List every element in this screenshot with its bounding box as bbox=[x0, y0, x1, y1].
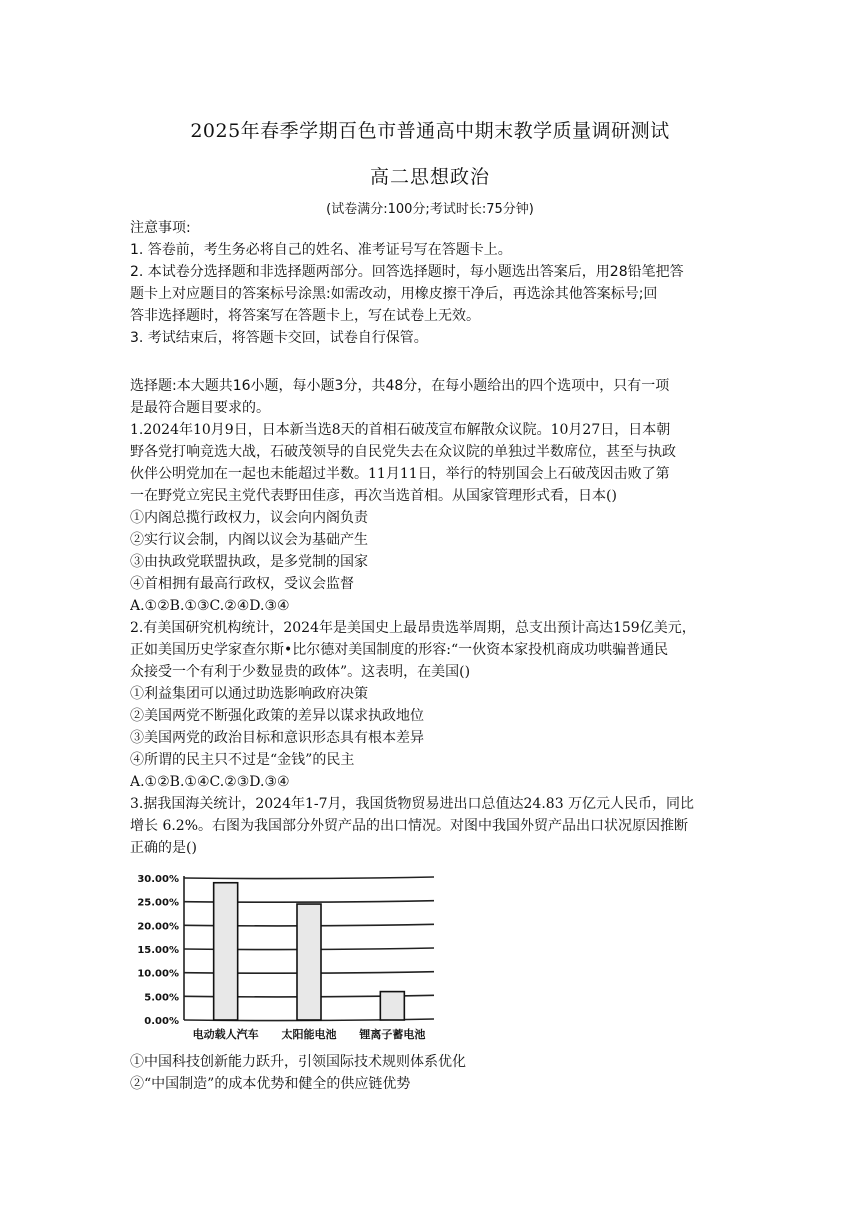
exam-meta: (试卷满分:100分;考试时长:75分钟) bbox=[326, 202, 534, 217]
x-tick-label: 锂离子蓄电池 bbox=[359, 1028, 426, 1041]
y-tick-label: 0.00% bbox=[144, 1016, 179, 1027]
option-text: ②美国两党不断强化政策的差异以谋求执政地位 bbox=[130, 708, 424, 724]
question-text: 正如美国历史学家查尔斯•比尔德对美国制度的形容:“一伙资本家投机商成功哄骗普通民 bbox=[130, 642, 669, 658]
notice-section bbox=[130, 217, 730, 349]
option-text: ②“中国制造”的成本优势和健全的供应链优势 bbox=[130, 1076, 411, 1092]
option-text: ③由执政党联盟执政，是多党制的国家 bbox=[130, 554, 368, 570]
question-text: 野各党打响竞选大战，石破茂领导的自民党失去在众议院的单独过半数席位，甚至与执政 bbox=[130, 444, 676, 460]
y-tick-label: 20.00% bbox=[137, 921, 179, 933]
option-text: ①内阁总揽行政权力，议会向内阁负责 bbox=[130, 510, 368, 526]
y-tick-label: 15.00% bbox=[137, 945, 179, 956]
option-text: ④所谓的民主只不过是“金钱”的民主 bbox=[130, 752, 355, 768]
y-tick-label: 30.00% bbox=[137, 874, 179, 885]
y-tick-label: 10.00% bbox=[137, 968, 179, 980]
question-text: 一在野党立宪民主党代表野田佳彦，再次当选首相。从国家管理形式看，日本() bbox=[130, 488, 617, 504]
notice-line: 3. 考试结束后，将答题卡交回，试卷自行保管。 bbox=[130, 330, 428, 346]
question-text: 伙伴公明党加在一起也未能超过半数。11月11日，举行的特别国会上石破茂因击败了第 bbox=[130, 466, 670, 482]
option-text: ①中国科技创新能力跃升，引领国际技术规则体系优化 bbox=[130, 1054, 466, 1070]
y-tick-label: 25.00% bbox=[137, 897, 179, 909]
answer-choices: A.①②B.①③C.②④D.③④ bbox=[130, 598, 290, 614]
question-text: 2.有美国研究机构统计，2024年是美国史上最昂贵选举周期，总支出预计高达159亿美元， bbox=[130, 620, 696, 636]
y-tick-label: 5.00% bbox=[144, 992, 179, 1004]
option-text: ①利益集团可以通过助选影响政府决策 bbox=[130, 686, 368, 702]
question-text: 众接受一个有利于少数显贵的政体”。这表明，在美国() bbox=[130, 664, 471, 680]
exam-title: 2025年春季学期百色市普通高中期末教学质量调研测试 bbox=[190, 120, 670, 142]
question-2 bbox=[130, 617, 730, 793]
gridline bbox=[184, 877, 434, 879]
section-instructions bbox=[130, 375, 730, 419]
export-bar-chart bbox=[128, 868, 448, 1046]
option-text: ③美国两党的政治目标和意识形态具有根本差异 bbox=[130, 730, 424, 746]
section-line: 是最符合题目要求的。 bbox=[130, 400, 270, 416]
question-text: 增长 6.2%。右图为我国部分外贸产品的出口情况。对图中我国外贸产品出口状况原因推断 bbox=[130, 818, 689, 834]
notice-line: 题卡上对应题目的答案标号涂黑:如需改动，用橡皮擦干净后，再选涂其他答案标号;回 bbox=[130, 286, 658, 302]
notice-line: 2. 本试卷分选择题和非选择题两部分。回答选择题时，每小题选出答案后，用28铅笔把答 bbox=[130, 264, 684, 280]
bar bbox=[297, 904, 321, 1020]
notice-line: 1. 答卷前，考生务必将自己的姓名、准考证号写在答题卡上。 bbox=[130, 242, 512, 258]
notice-line: 答非选择题时，将答案写在答题卡上，写在试卷上无效。 bbox=[130, 308, 480, 324]
exam-subtitle: 高二思想政治 bbox=[369, 166, 490, 188]
question-text: 正确的是() bbox=[130, 840, 197, 856]
bar bbox=[380, 992, 404, 1020]
section-line: 选择题:本大题共16小题，每小题3分，共48分，在每小题给出的四个选项中，只有一项 bbox=[130, 378, 670, 394]
question-1 bbox=[130, 419, 730, 617]
option-text: ②实行议会制，内阁以议会为基础产生 bbox=[130, 532, 368, 548]
answer-choices: A.①②B.①④C.②③D.③④ bbox=[130, 774, 290, 790]
question-3 bbox=[130, 793, 730, 859]
question-text: 1.2024年10月9日，日本新当选8天的首相石破茂宣布解散众议院。10月27日，日本朝 bbox=[130, 422, 671, 438]
question-3-options bbox=[130, 1051, 730, 1095]
question-text: 3.据我国海关统计，2024年1-7月，我国货物贸易进出口总值达24.83 万亿元人民币，同比 bbox=[130, 796, 695, 812]
notice-heading: 注意事项: bbox=[130, 220, 191, 236]
bar bbox=[214, 883, 238, 1020]
option-text: ④首相拥有最高行政权，受议会监督 bbox=[130, 576, 354, 592]
x-tick-label: 太阳能电池 bbox=[281, 1028, 337, 1041]
x-tick-label: 电动载人汽车 bbox=[192, 1028, 259, 1041]
